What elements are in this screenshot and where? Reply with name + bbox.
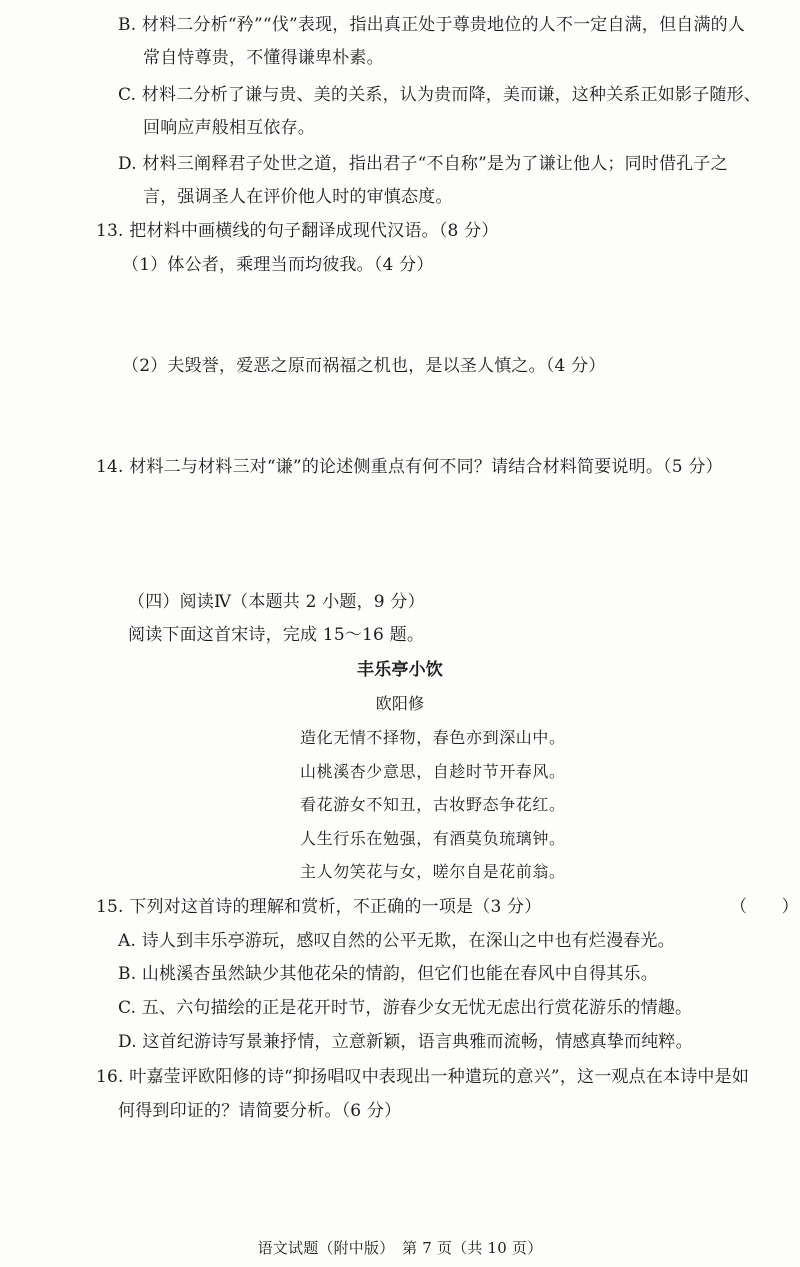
section4-intro: 阅读下面这首宋诗，完成 15～16 题。	[128, 625, 425, 645]
poem-line-1: 造化无情不择物，春色亦到深山中。	[300, 728, 566, 747]
poem-line-2: 山桃溪杏少意思，自趁时节开春风。	[300, 762, 566, 781]
q14-stem: 14. 材料二与材料三对“谦”的论述侧重点有何不同？请结合材料简要说明。（5 分）	[96, 457, 723, 477]
q12-option-c-line1: C. 材料二分析了谦与贵、美的关系，认为贵而降，美而谦，这种关系正如影子随形、	[118, 85, 762, 105]
q16-stem-line2: 何得到印证的？请简要分析。（6 分）	[118, 1101, 402, 1121]
q15-stem: 15. 下列对这首诗的理解和赏析，不正确的一项是（3 分）	[96, 897, 542, 917]
section4-heading: （四）阅读Ⅳ（本题共 2 小题，9 分）	[128, 592, 425, 612]
page-footer: 语文试题（附中版） 第 7 页（共 10 页）	[257, 1239, 543, 1257]
q15-answer-blank: （ ）	[730, 897, 799, 917]
poem-author: 欧阳修	[375, 694, 425, 713]
poem-line-3: 看花游女不知丑，古妆野态争花红。	[300, 795, 566, 814]
q12-option-b-line2: 常自恃尊贵，不懂得谦卑朴素。	[143, 48, 384, 68]
q15-option-b: B. 山桃溪杏虽然缺少其他花朵的情韵，但它们也能在春风中自得其乐。	[118, 964, 658, 984]
q13-stem: 13. 把材料中画横线的句子翻译成现代汉语。（8 分）	[96, 221, 499, 241]
q12-option-b-line1: B. 材料二分析“矜”“伐”表现，指出真正处于尊贵地位的人不一定自满，但自满的人	[118, 15, 746, 35]
poem-title: 丰乐亭小饮	[357, 660, 443, 680]
q15-option-a: A. 诗人到丰乐亭游玩，感叹自然的公平无欺，在深山之中也有烂漫春光。	[118, 931, 675, 951]
q12-option-c-line2: 回响应声般相互依存。	[143, 118, 315, 138]
q13-sub1: （1）体公者，乘理当而均彼我。（4 分）	[122, 255, 434, 275]
poem-line-5: 主人勿笑花与女，嗟尔自是花前翁。	[300, 862, 566, 881]
q16-stem-line1: 16. 叶嘉莹评欧阳修的诗“抑扬唱叹中表现出一种遣玩的意兴”，这一观点在本诗中是如	[96, 1067, 750, 1087]
q15-option-c: C. 五、六句描绘的正是花开时节，游春少女无忧无虑出行赏花游乐的情趣。	[118, 998, 693, 1018]
poem-line-4: 人生行乐在勉强，有酒莫负琉璃钟。	[300, 829, 566, 848]
q13-sub2: （2）夫毁誉，爱恶之原而祸福之机也，是以圣人慎之。（4 分）	[122, 356, 606, 376]
q12-option-d-line2: 言，强调圣人在评价他人时的审慎态度。	[143, 187, 453, 207]
q12-option-d-line1: D. 材料三阐释君子处世之道，指出君子“不自称”是为了谦让他人；同时借孔子之	[118, 154, 728, 174]
q15-option-d: D. 这首纪游诗写景兼抒情，立意新颖，语言典雅而流畅，情感真挚而纯粹。	[118, 1032, 693, 1052]
